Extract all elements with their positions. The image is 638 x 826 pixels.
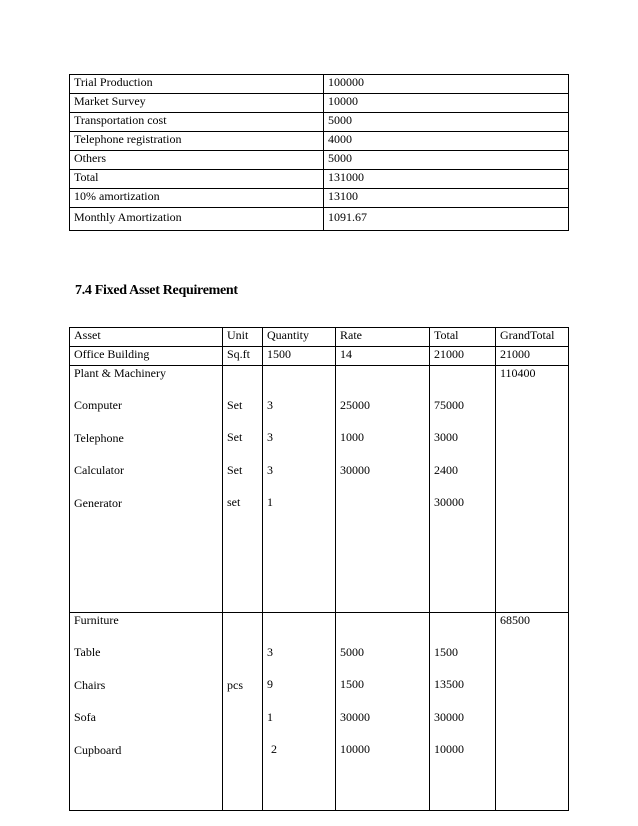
asset-quantity-cell xyxy=(263,366,336,613)
asset-name: Generator xyxy=(74,495,122,510)
asset-total: 21000 xyxy=(430,347,496,366)
asset-unit: pcs xyxy=(227,677,243,692)
asset-quantity: 1500 xyxy=(263,347,336,366)
asset-total: 30000 xyxy=(434,495,464,510)
asset-name: Chairs xyxy=(74,677,106,692)
column-header: Quantity xyxy=(263,328,336,347)
asset-quantity: 9 xyxy=(267,677,273,692)
table-row xyxy=(70,347,569,366)
asset-rate: 1500 xyxy=(340,677,364,692)
asset-total: 3000 xyxy=(434,430,458,445)
table-row xyxy=(70,366,569,613)
group-label: Furniture xyxy=(74,613,119,627)
asset-name: Telephone xyxy=(74,430,124,445)
asset-name: Table xyxy=(74,645,101,660)
asset-unit: Set xyxy=(227,430,243,445)
asset-unit: Set xyxy=(227,462,243,477)
asset-rate-cell xyxy=(336,366,430,613)
asset-rate: 5000 xyxy=(340,645,364,659)
asset-total: 10000 xyxy=(434,742,464,757)
cost-value: 4000 xyxy=(324,132,569,151)
asset-rate-cell xyxy=(336,613,430,811)
cost-value: 1091.67 xyxy=(324,208,569,231)
table-row xyxy=(70,208,569,231)
asset-grand-total: 110400 xyxy=(496,366,569,613)
asset-total: 30000 xyxy=(434,709,464,724)
cost-label: Trial Production xyxy=(70,75,324,94)
asset-rate: 1000 xyxy=(340,430,364,445)
asset-rate: 10000 xyxy=(340,742,370,757)
table-row xyxy=(70,94,569,113)
fixed-asset-table xyxy=(69,327,569,811)
asset-rate xyxy=(340,496,425,514)
cost-label: 10% amortization xyxy=(70,189,324,208)
asset-rate: 30000 xyxy=(340,462,370,477)
asset-rate: 14 xyxy=(336,347,430,366)
table-row xyxy=(70,613,569,811)
asset-unit: Sq.ft xyxy=(223,347,263,366)
asset-rate: 25000 xyxy=(340,398,370,412)
asset-quantity: 1 xyxy=(267,709,273,724)
table-row xyxy=(70,170,569,189)
asset-quantity: 1 xyxy=(267,495,273,510)
asset-name: Computer xyxy=(74,398,122,413)
table-row xyxy=(70,75,569,94)
asset-unit: Set xyxy=(227,398,243,412)
asset-name: Sofa xyxy=(74,710,96,725)
table-row xyxy=(70,151,569,170)
cost-value: 13100 xyxy=(324,189,569,208)
asset-name-cell xyxy=(70,613,223,811)
asset-quantity: 3 xyxy=(267,645,273,659)
group-label: Plant & Machinery xyxy=(74,366,166,380)
asset-quantity: 3 xyxy=(267,430,273,445)
table-row xyxy=(70,132,569,151)
asset-name-cell xyxy=(70,366,223,613)
cost-value: 131000 xyxy=(324,170,569,189)
asset-total: 1500 xyxy=(434,645,458,659)
table-row xyxy=(70,113,569,132)
cost-label: Total xyxy=(70,170,324,189)
cost-value: 10000 xyxy=(324,94,569,113)
asset-total-cell xyxy=(430,613,496,811)
asset-unit: set xyxy=(227,495,241,510)
cost-label: Others xyxy=(70,151,324,170)
cost-value: 5000 xyxy=(324,151,569,170)
cost-value: 100000 xyxy=(324,75,569,94)
column-header: Rate xyxy=(336,328,430,347)
cost-label: Transportation cost xyxy=(70,113,324,132)
asset-quantity: 3 xyxy=(267,462,273,477)
asset-quantity: 3 xyxy=(267,398,273,412)
asset-unit-cell xyxy=(223,613,263,811)
table-row xyxy=(70,189,569,208)
asset-total: 13500 xyxy=(434,677,464,692)
cost-label: Telephone registration xyxy=(70,132,324,151)
asset-rate: 30000 xyxy=(340,709,370,724)
asset-unit-cell xyxy=(223,366,263,613)
cost-value: 5000 xyxy=(324,113,569,132)
column-header: Asset xyxy=(70,328,223,347)
asset-total: 2400 xyxy=(434,462,458,477)
asset-quantity: 2 xyxy=(271,742,277,757)
cost-label: Monthly Amortization xyxy=(70,208,324,231)
asset-grand-total: 21000 xyxy=(496,347,569,366)
asset-grand-total: 68500 xyxy=(496,613,569,811)
cost-label: Market Survey xyxy=(70,94,324,113)
asset-name: Cupboard xyxy=(74,742,122,757)
asset-name: Office Building xyxy=(70,347,223,366)
preoperating-cost-table xyxy=(69,74,569,231)
asset-total: 75000 xyxy=(434,398,464,412)
asset-name: Calculator xyxy=(74,463,124,478)
column-header: Unit xyxy=(223,328,263,347)
column-header: Total xyxy=(430,328,496,347)
asset-quantity-cell xyxy=(263,613,336,811)
asset-total-cell xyxy=(430,366,496,613)
table-header-row xyxy=(70,328,569,347)
column-header: GrandTotal xyxy=(496,328,569,347)
section-heading: 7.4 Fixed Asset Requirement xyxy=(75,283,238,298)
